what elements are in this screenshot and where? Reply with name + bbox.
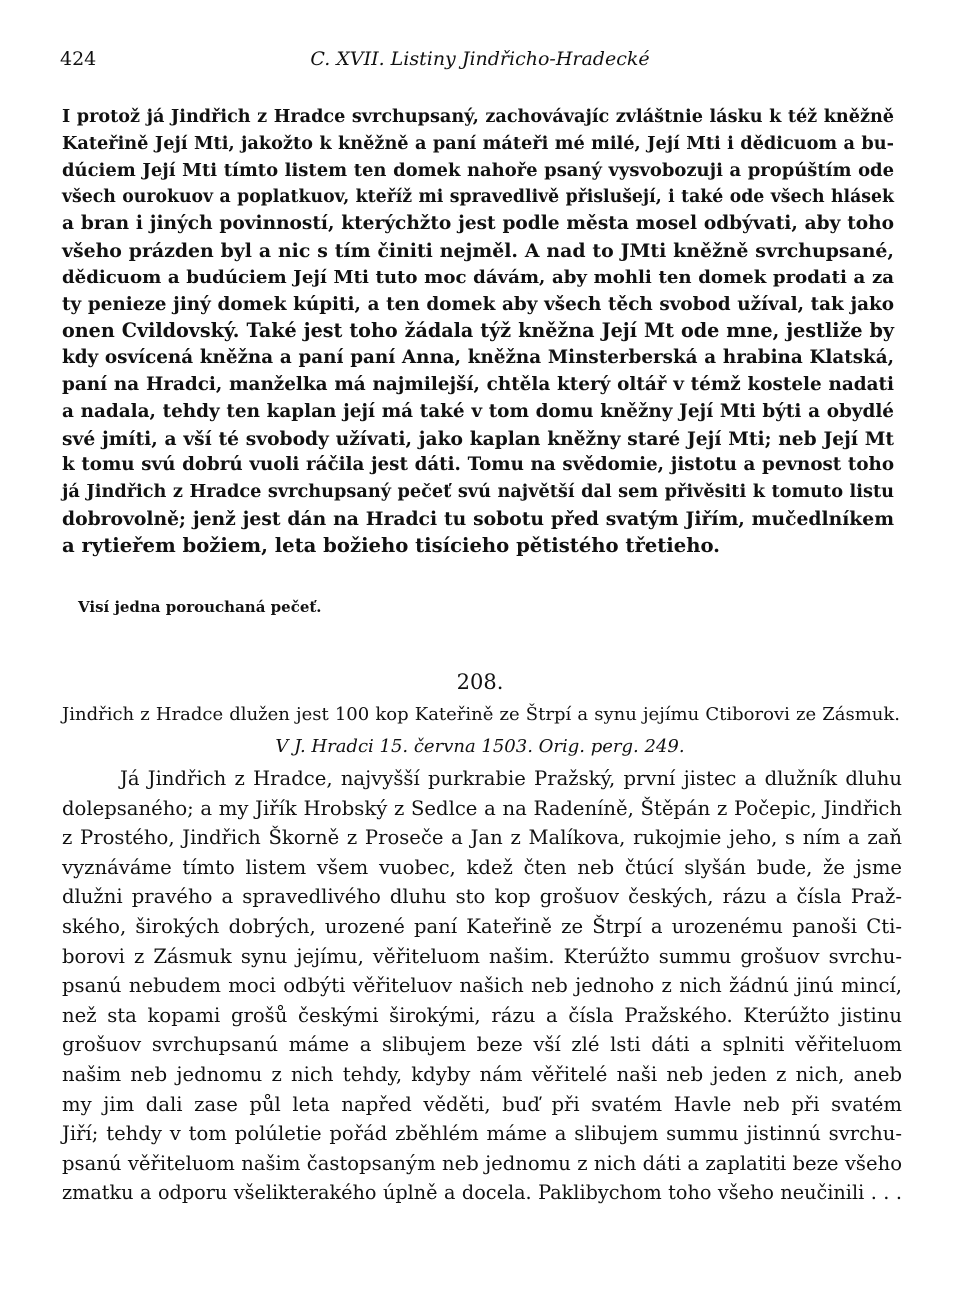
text-line: Já Jindřich z Hradce, najvyšší purkrabie Pražský, první jistec a dlužník dluhu [120, 767, 902, 790]
document-text [62, 764, 902, 1208]
text-line: zmatku a odporu všelikterakého úplně a docela. Paklibychom toho všeho neučinili . . . [62, 1181, 902, 1205]
text-line: všech ourokuov a poplatkuov, kteříž mi spravedlivě přislušejí, i také ode všech hlásek [62, 187, 894, 208]
text-line: vyznáváme tímto listem všem vuobec, kdež čten neb čtúcí slyšán bude, že jsme [62, 855, 902, 879]
text-line: dlužni pravého a spravedlivého dluhu sto kop grošuov českých, rázu a čísla Praž- [62, 885, 902, 909]
text-line: paní na Hradci, manželka má najmilejší, chtěla který oltář v témž kostele nadati [62, 373, 894, 395]
text-line: ského, širokých dobrých, urozené paní Kateřině ze Štrpí a urozenému panoši Cti- [62, 914, 902, 938]
text-line: a rytieřem božiem, leta božieho tisícieho pětistého třetieho. [62, 533, 721, 557]
page-number: 424 [60, 48, 97, 70]
text-line: z Prostého, Jindřich Škorně z Proseče a Jan z Malíkova, rukojmie jeho, s ním a zaň [62, 826, 902, 850]
text-line: a nadala, tehdy ten kaplan její má také v tom domu kněžny Její Mti býti a obydlé [62, 400, 894, 422]
text-line: Jiří; tehdy v tom polúletie pořád zběhlém máme a slibujem summu jistinnú svrchu- [62, 1122, 902, 1146]
text-line: našim neb jednomu z nich tehdy, kdyby nám věřitelé naši neb jeden z nich, aneb [62, 1062, 902, 1086]
text-line: grošuov svrchupsanú máme a slibujem beze vší zlé lsti dáti a splniti věřiteluom [62, 1033, 902, 1057]
text-line: I protož já Jindřich z Hradce svrchupsaný, zachovávajíc zvláštnie lásku k též kněžně [62, 106, 894, 127]
text-line: k tomu svú dobrú vuoli ráčila jest dáti. Tomu na svědomie, jistotu a pevnost toho [62, 454, 894, 476]
document-number: 208. [456, 670, 504, 694]
text-line: dědicuom a budúciem Její Mti tuto moc dávám, aby mohli ten domek prodati a za [62, 266, 894, 288]
seal-note: Visí jedna porouchaná pečeť. [78, 598, 322, 616]
text-line: psanú nebudem moci odbýti věřiteluov našich neb jednoho z nich žádnú jinú mincí, [62, 974, 902, 998]
text-line: dolepsaného; a my Jiřík Hrobský z Sedlce a na Radeníně, Štěpán z Počepic, Jindřich [62, 796, 902, 820]
text-line: Kateřině Její Mti, jakožto k kněžně a paní máteři mé milé, Její Mti i dědicuom a bu- [62, 132, 894, 154]
text-line: dúciem Její Mti tímto listem ten domek nahoře psaný vysvobozuji a propúštím ode [62, 159, 894, 181]
text-line: ty penieze jiný domek kúpiti, a ten domek aby všech těch svobod užíval, tak jako [62, 293, 894, 315]
document-source: V J. Hradci 15. června 1503. Orig. perg. 249. [275, 736, 685, 757]
text-line: já Jindřich z Hradce svrchupsaný pečeť svú najvětší dal sem přivěsiti k tomuto listu [62, 481, 894, 503]
text-line: kdy osvícená kněžna a paní paní Anna, kněžna Minsterberská a hrabina Klatská, [62, 347, 894, 369]
text-line: a bran i jiných povinností, kterýchžto jest podle města mosel odbývati, aby toho [62, 213, 894, 235]
previous-document-text [62, 104, 894, 560]
text-line: všeho prázden byl a nic s tím činiti nejměl. A nad to JMti kněžně svrchupsané, [62, 239, 894, 262]
text-line: dobrovolně; jenž jest dán na Hradci tu sobotu před svatým Jiřím, mučedlníkem [62, 507, 894, 530]
text-line: onen Cvildovský. Také jest toho žádala týž kněžna Její Mt ode mne, jestliže by [62, 319, 894, 343]
text-line: my jim dali zase půl leta napřed věděti, buď při svatém Havle neb při svatém [62, 1092, 902, 1116]
running-title: C. XVII. Listiny Jindřicho-Hradecké [310, 48, 650, 70]
text-line: než sta kopami grošů českými širokými, rázu a čísla Pražského. Kterúžto jistinu [62, 1003, 902, 1027]
text-line: borovi z Zásmuk synu jejímu, věřiteluom našim. Kterúžto summu grošuov svrchu- [62, 944, 902, 968]
document-regest: Jindřich z Hradce dlužen jest 100 kop Kateřině ze Štrpí a synu jejímu Ctiborovi ze Zásmuk. [62, 704, 900, 725]
text-line: psanú věřiteluom našim častopsaným neb jednomu z nich dáti a zaplatiti beze všeho [62, 1151, 902, 1175]
text-line: své jmíti, a vší té svobody užívati, jako kaplan kněžny staré Její Mti; neb Její Mt [62, 427, 894, 450]
running-head [60, 48, 900, 78]
